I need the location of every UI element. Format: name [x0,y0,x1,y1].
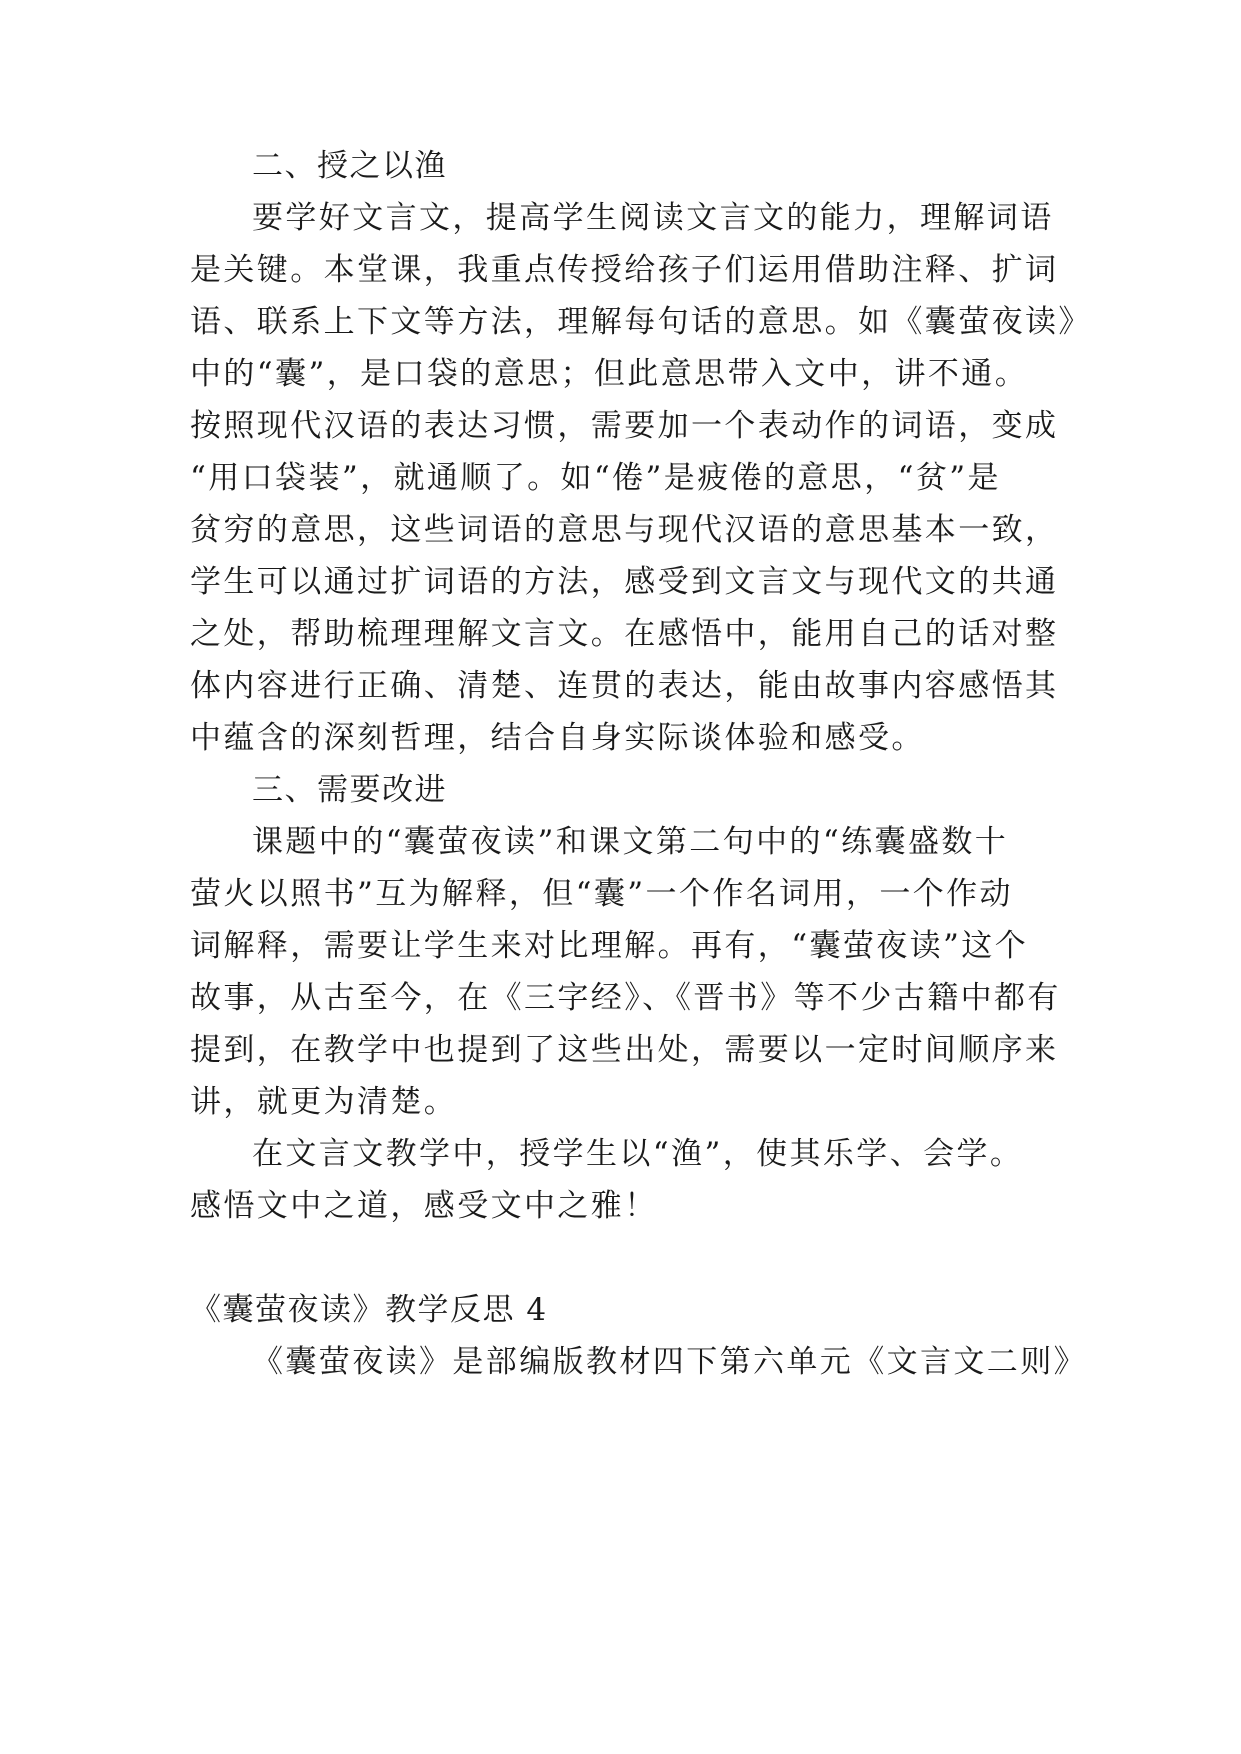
paragraph-line: 要学好文言文，提高学生阅读文言文的能力，理解词语 [252,200,1054,236]
paragraph-line: 词解释，需要让学生来对比理解。再有，“囊萤夜读”这个 [190,928,1029,964]
paragraph-line: 是关键。本堂课，我重点传授给孩子们运用借助注释、扩词 [190,252,1059,288]
paragraph-line: 学生可以通过扩词语的方法，感受到文言文与现代文的共通 [190,564,1059,600]
paragraph-line: 萤火以照书”互为解释，但“囊”一个作名词用，一个作动 [190,876,1013,912]
section-heading-3: 三、需要改进 [252,772,447,808]
paragraph-line: 《囊萤夜读》是部编版教材四下第六单元《文言文二则》 [252,1344,1087,1380]
paragraph-line: 按照现代汉语的表达习惯，需要加一个表动作的词语，变成 [190,408,1059,444]
paragraph-line: 贫穷的意思，这些词语的意思与现代汉语的意思基本一致， [190,512,1059,548]
section-heading-2: 二、授之以渔 [252,148,447,184]
paragraph-line: “用口袋装”，就通顺了。如“倦”是疲倦的意思，“贫”是 [190,460,1001,496]
paragraph-line: 讲，就更为清楚。 [190,1084,458,1120]
paragraph-line: 感悟文中之道，感受文中之雅！ [190,1188,658,1224]
paragraph-line: 课题中的“囊萤夜读”和课文第二句中的“练囊盛数十 [252,824,1009,860]
article-title: 《囊萤夜读》教学反思 4 [190,1292,548,1328]
paragraph-line: 语、联系上下文等方法，理解每句话的意思。如《囊萤夜读》 [190,304,1092,340]
paragraph-line: 故事，从古至今，在《三字经》、《晋书》等不少古籍中都有 [190,980,1061,1016]
paragraph-line: 之处，帮助梳理理解文言文。在感悟中，能用自己的话对整 [190,616,1059,652]
paragraph-line: 体内容进行正确、清楚、连贯的表达，能由故事内容感悟其 [190,668,1059,704]
paragraph-line: 在文言文教学中，授学生以“渔”，使其乐学、会学。 [252,1136,1024,1172]
paragraph-line: 中蕴含的深刻哲理，结合自身实际谈体验和感受。 [190,720,925,756]
paragraph-line: 提到，在教学中也提到了这些出处，需要以一定时间顺序来 [190,1032,1059,1068]
paragraph-line: 中的“囊”，是口袋的意思；但此意思带入文中，讲不通。 [190,356,1029,392]
